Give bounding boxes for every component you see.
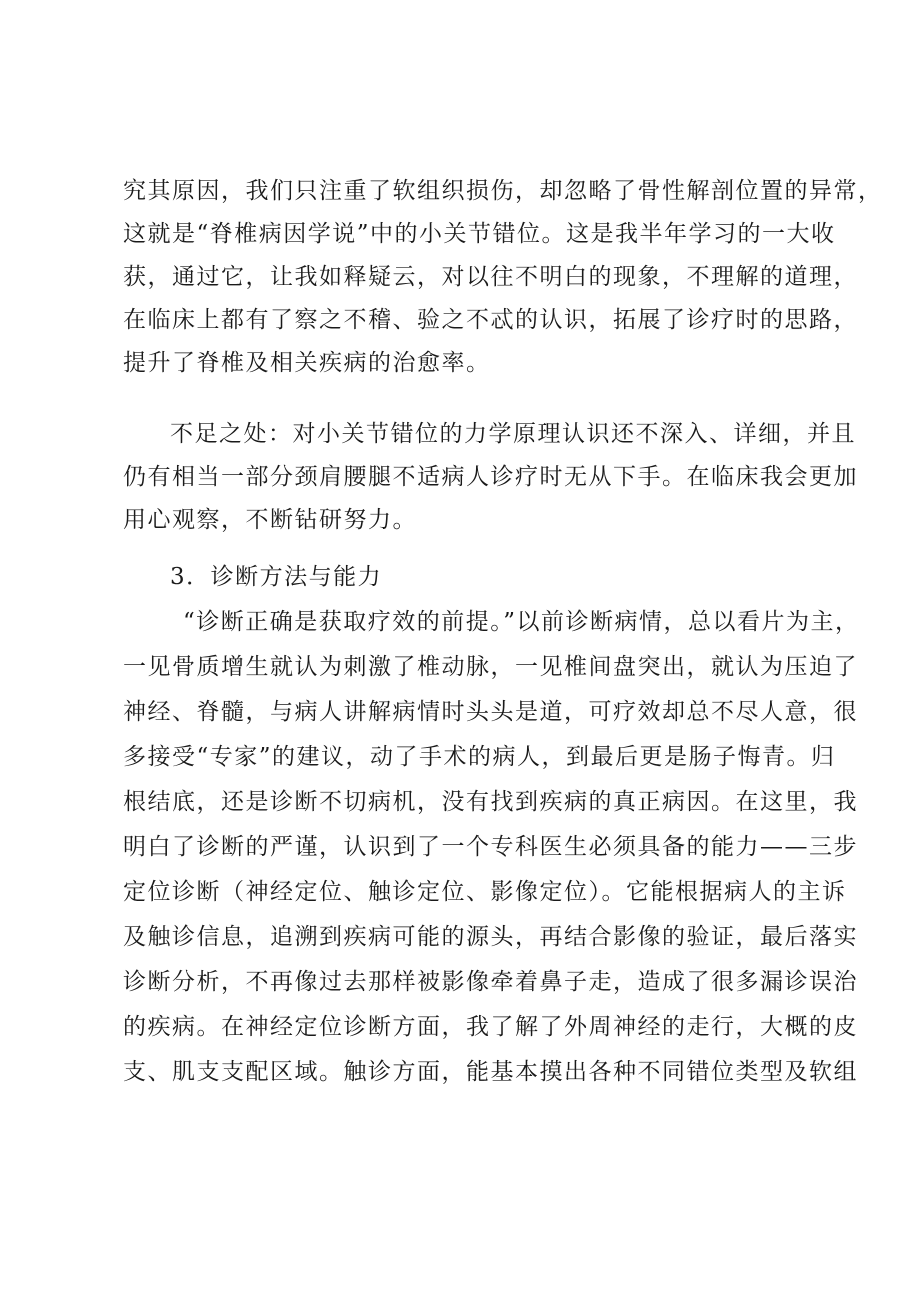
- text-line: 在临床上都有了察之不稽、验之不忒的认识，拓展了诊疗时的思路，: [123, 307, 858, 333]
- text-line: 多接受“专家”的建议，动了手术的病人，到最后更是肠子悔青。归: [123, 744, 836, 770]
- text-line: 这就是“脊椎病因学说”中的小关节错位。这是我半年学习的一大收: [123, 221, 836, 247]
- text-line: 的疾病。在神经定位诊断方面，我了解了外周神经的走行，大概的皮: [123, 1014, 858, 1040]
- paragraph-start-line: “诊断正确是获取疗效的前提。”以前诊断病情，总以看片为主，: [183, 609, 860, 635]
- text-line: 及触诊信息，追溯到疾病可能的源头，再结合影像的验证，最后落实: [123, 924, 858, 950]
- text-line: 提升了脊椎及相关疾病的治愈率。: [123, 350, 491, 376]
- section-heading: 3．诊断方法与能力: [170, 564, 383, 590]
- text-line: 一见骨质增生就认为刺激了椎动脉，一见椎间盘突出，就认为压迫了: [123, 654, 858, 680]
- text-line: 根结底，还是诊断不切病机，没有找到疾病的真正病因。在这里，我: [123, 789, 858, 815]
- paragraph-start-line: 不足之处：对小关节错位的力学原理认识还不深入、详细，并且: [170, 421, 856, 447]
- text-line: 神经、脊髓，与病人讲解病情时头头是道，可疗效却总不尽人意，很: [123, 699, 858, 725]
- text-line: 定位诊断（神经定位、触诊定位、影像定位）。它能根据病人的主诉: [123, 879, 847, 905]
- text-line: 仍有相当一部分颈肩腰腿不适病人诊疗时无从下手。在临床我会更加: [123, 464, 858, 490]
- text-line: 明白了诊断的严谨，认识到了一个专科医生必须具备的能力——三步: [123, 834, 858, 860]
- text-line: 诊断分析，不再像过去那样被影像牵着鼻子走，造成了很多漏诊误治: [123, 969, 858, 995]
- text-line: 支、肌支支配区域。触诊方面，能基本摸出各种不同错位类型及软组: [123, 1059, 858, 1085]
- text-line: 究其原因，我们只注重了软组织损伤，却忽略了骨性解剖位置的异常，: [123, 178, 883, 204]
- text-line: 获，通过它，让我如释疑云，对以往不明白的现象，不理解的道理，: [123, 264, 858, 290]
- text-line: 用心观察，不断钻研努力。: [123, 507, 417, 533]
